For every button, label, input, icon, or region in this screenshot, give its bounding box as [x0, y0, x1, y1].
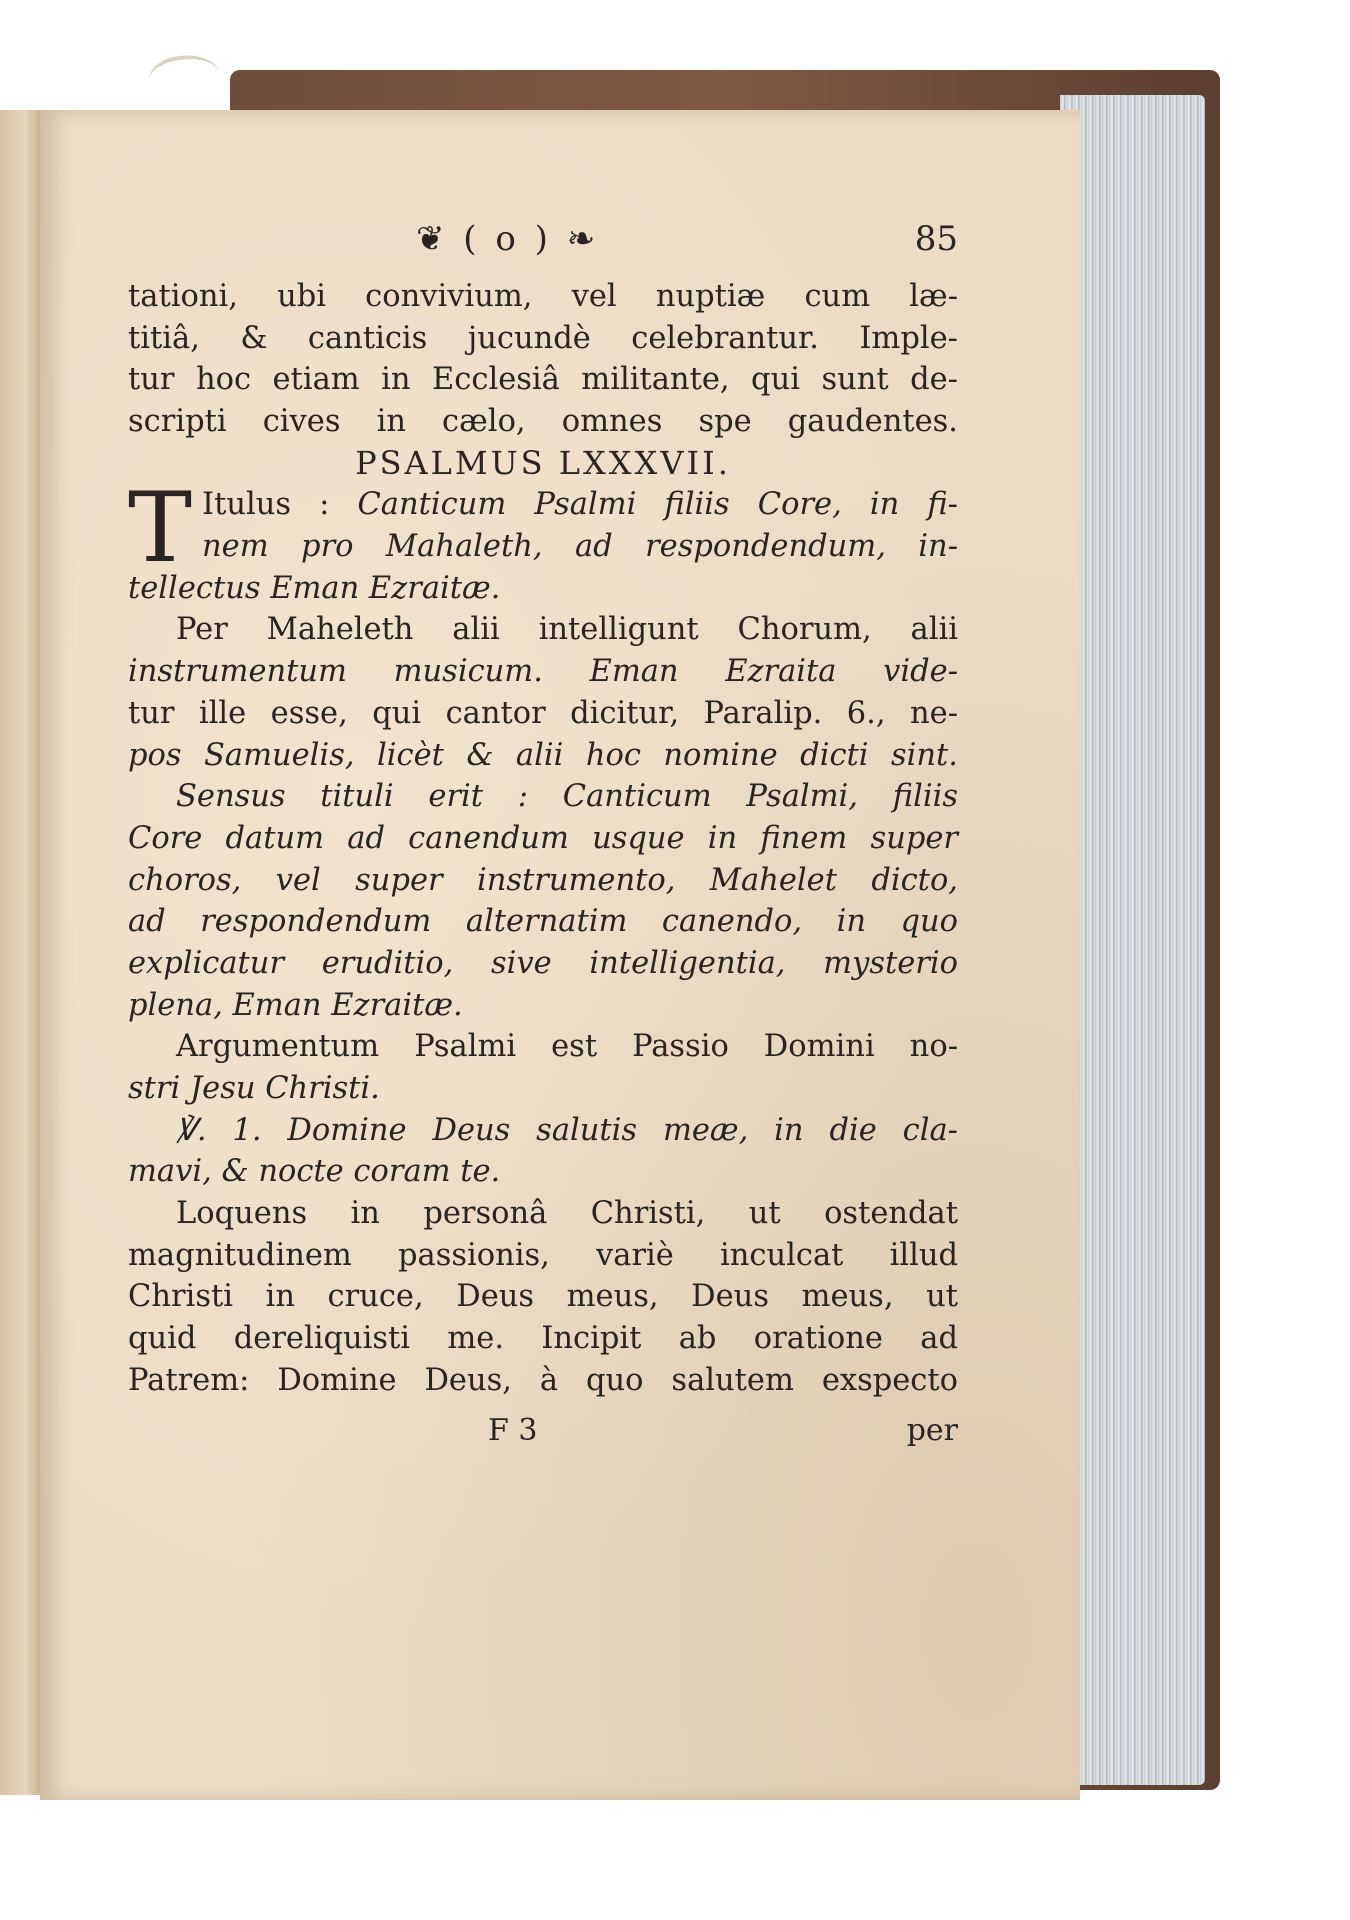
page-number: 85 — [914, 219, 958, 259]
text-line: tationi, ubi convivium, vel nuptiæ cum læ- — [128, 279, 958, 314]
paragraph-sensus — [128, 776, 958, 1026]
text-line: tellectus Eman Ezraitæ. — [128, 571, 501, 607]
text-line: Argumentum Psalmi est Passio Domini no- — [176, 1029, 958, 1065]
text-line: titiâ, & canticis jucundè celebrantur. Imple- — [128, 320, 958, 356]
text-line: ℣. 1. Domine Deus salutis meæ, in die cla- — [176, 1112, 958, 1148]
page — [40, 110, 1080, 1800]
text-line: ad respondendum alternatim canendo, in quo — [128, 904, 958, 940]
catchword: per — [906, 1412, 958, 1448]
psalm-heading: PSALMUS LXXXVII. — [355, 443, 731, 482]
drop-cap: T — [128, 472, 193, 585]
text-line: instrumentum musicum. Eman Ezraita vide- — [128, 654, 958, 690]
text-line: Loquens in personâ Christi, ut ostendat — [176, 1196, 958, 1232]
text-line: pos Samuelis, licèt & alii hoc nomine dicti sint. — [128, 737, 958, 773]
text-line: explicatur eruditio, sive intelligentia, mysterio — [128, 945, 958, 981]
text-line — [128, 484, 958, 526]
titulus-italic: Canticum Psalmi filiis Core, in fi- — [357, 487, 958, 523]
text-line: plena, Eman Ezraitæ. — [128, 987, 463, 1023]
paragraph-argumentum — [128, 1026, 958, 1109]
text-line: magnitudinem passionis, variè inculcat illud — [128, 1237, 958, 1273]
paragraph-continued — [128, 276, 958, 443]
paragraph-per — [128, 609, 958, 776]
text-line: Per Maheleth alii intelligunt Chorum, alii — [176, 612, 958, 648]
text-line: mavi, & nocte coram te. — [128, 1154, 501, 1190]
page-edges — [1060, 95, 1205, 1785]
text-line: scripti cives in cælo, omnes spe gaudentes. — [128, 404, 958, 440]
text-line: nem pro Mahaleth, ad respondendum, in- — [202, 529, 958, 565]
page-footer — [128, 1406, 958, 1466]
bookmark-thread — [146, 48, 224, 106]
text-line: Patrem: Domine Deus, à quo salutem exspecto — [128, 1362, 958, 1398]
facing-page-edge — [0, 110, 44, 1795]
paragraph-loquens — [128, 1193, 958, 1401]
text-line: quid dereliquisti me. Incipit ab oratione ad — [128, 1321, 958, 1357]
signature-mark: F 3 — [488, 1412, 538, 1448]
text-line: stri Jesu Christi. — [128, 1071, 380, 1106]
text-line: tur hoc etiam in Ecclesiâ militante, qui sunt de- — [128, 362, 958, 398]
text-line: tur ille esse, qui cantor dicitur, Paralip. 6., ne- — [128, 695, 958, 731]
titulus-paragraph — [128, 472, 958, 609]
titulus-lead: Itulus : — [202, 487, 358, 523]
text-line: Christi in cruce, Deus meus, Deus meus, ut — [128, 1279, 958, 1315]
running-head — [128, 214, 958, 276]
text-line: Core datum ad canendum usque in finem super — [128, 820, 958, 856]
text-line: choros, vel super instrumento, Mahelet dicto, — [128, 862, 958, 898]
text-block — [128, 214, 958, 1466]
header-ornament: ❦ ( o ) ❧ — [416, 219, 600, 259]
verse-1 — [128, 1110, 958, 1193]
text-line: Sensus tituli erit : Canticum Psalmi, filiis — [176, 779, 958, 815]
